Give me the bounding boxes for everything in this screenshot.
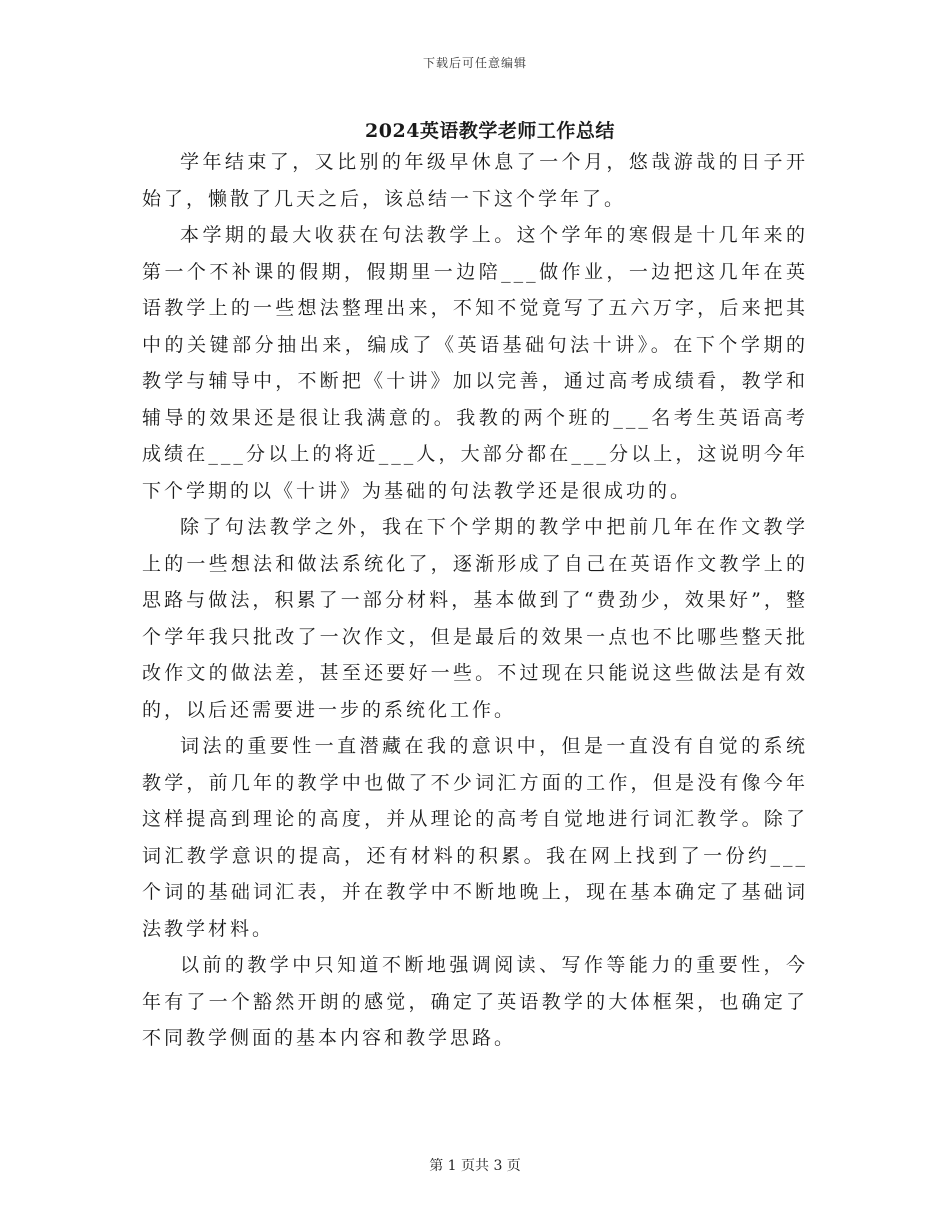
paragraph-4: 词法的重要性一直潜藏在我的意识中，但是一直没有自觉的系统教学，前几年的教学中也做了不少词汇方面的工作，但是没有像今年这样提高到理论的高度，并从理论的高考自觉地进行词汇教学。除了词汇教学意识的提高，还有材料的积累。我在网上找到了一份约___个词的基础词汇表，并在教学中不断地晚上，现在基本确定了基础词法教学材料。 (142, 735, 808, 940)
document-body (142, 144, 808, 1057)
paragraph-3: 除了句法教学之外，我在下个学期的教学中把前几年在作文教学上的一些想法和做法系统化了，逐渐形成了自己在英语作文教学上的思路与做法，积累了一部分材料，基本做到了“费劲少，效果好”，整个学年我只批改了一次作文，但是最后的效果一点也不比哪些整天批改作文的做法差，甚至还要好一些。不过现在只能说这些做法是有效的，以后还需要进一步的系统化工作。 (142, 516, 808, 721)
document-title: 2024英语教学老师工作总结 (365, 120, 615, 142)
paragraph-5: 以前的教学中只知道不断地强调阅读、写作等能力的重要性，今年有了一个豁然开朗的感觉，确定了英语教学的大体框架，也确定了不同教学侧面的基本内容和教学思路。 (142, 954, 808, 1049)
page-header-note: 下载后可任意编辑 (422, 56, 527, 70)
page-number: 第 1 页共 3 页 (429, 1158, 521, 1174)
paragraph-2: 本学期的最大收获在句法教学上。这个学年的寒假是十几年来的第一个不补课的假期，假期里一边陪___做作业，一边把这几年在英语教学上的一些想法整理出来，不知不觉竟写了五六万字，后来把其中的关键部分抽出来，编成了《英语基础句法十讲》。在下个学期的教学与辅导中，不断把《十讲》加以完善，通过高考成绩看，教学和辅导的效果还是很让我满意的。我教的两个班的___名考生英语高考成绩在___分以上的将近___人，大部分都在___分以上，这说明今年下个学期的以《十讲》为基础的句法教学还是很成功的。 (142, 224, 808, 502)
paragraph-1: 学年结束了，又比别的年级早休息了一个月，悠哉游哉的日子开始了，懒散了几天之后，该总结一下这个学年了。 (142, 151, 808, 210)
